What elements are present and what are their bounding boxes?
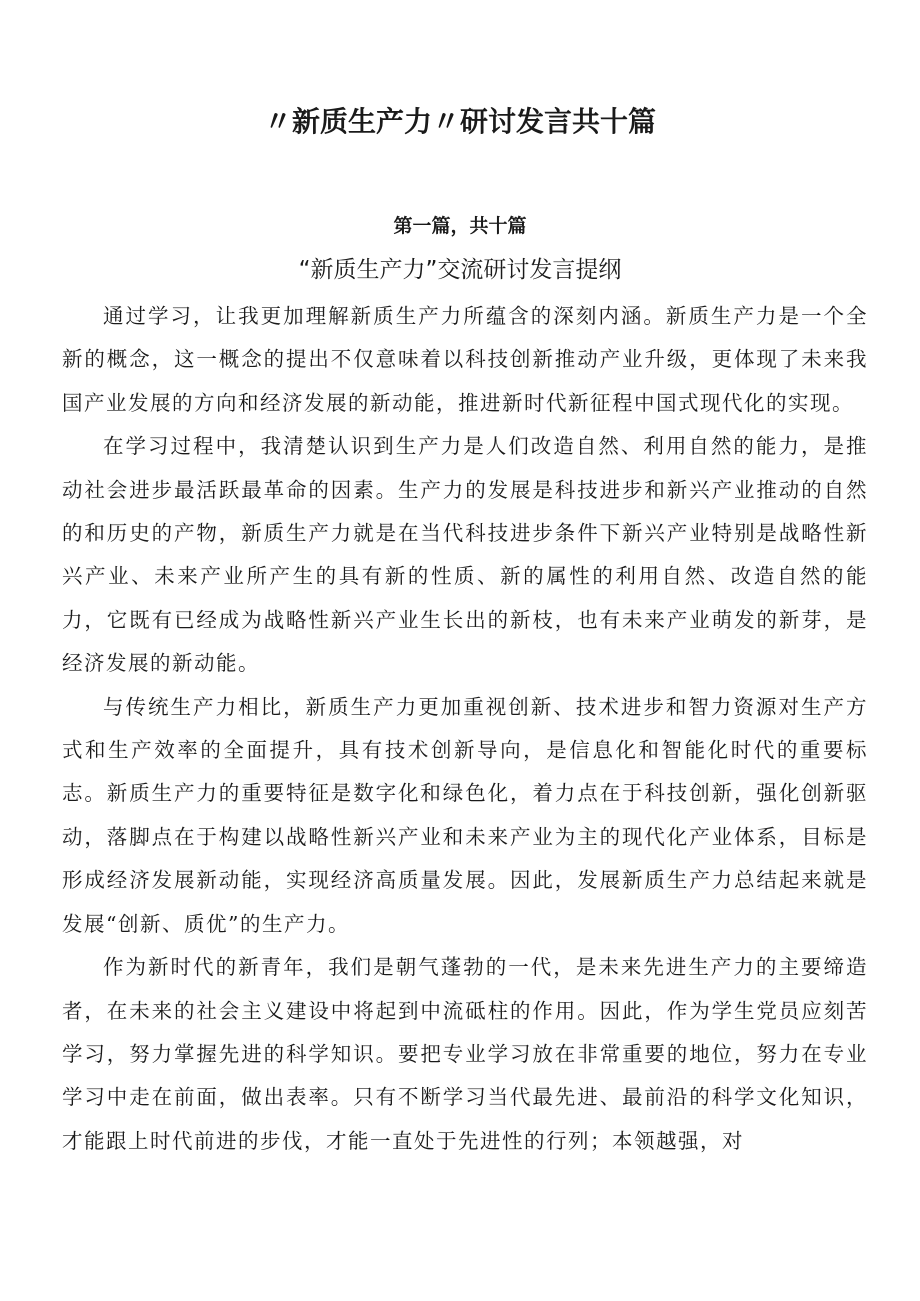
section-label: 第一篇，共十篇 (393, 215, 527, 237)
document-title: 〃新质生产力〃研讨发言共十篇 (263, 105, 656, 138)
paragraph: 与传统生产力相比，新质生产力更加重视创新、技术进步和智力资源对生产方式和生产效率的全面提升，具有技术创新导向，是信息化和智能化时代的重要标志。新质生产力的重要特征是数字化和绿色化，着力点在于科技创新，强化创新驱动，落脚点在于构建以战略性新兴产业和未来产业为主的现代化产业体系，目标是形成经济发展新动能，实现经济高质量发展。因此，发展新质生产力总结起来就是发展“创新、质优”的生产力。 (62, 694, 868, 936)
body-text (62, 295, 868, 1163)
paragraph: 在学习过程中，我清楚认识到生产力是人们改造自然、利用自然的能力，是推动社会进步最活跃最革命的因素。生产力的发展是科技进步和新兴产业推动的自然的和历史的产物，新质生产力就是在当代科技进步条件下新兴产业特别是战略性新兴产业、未来产业所产生的具有新的性质、新的属性的利用自然、改造自然的能力，它既有已经成为战略性新兴产业生长出的新枝，也有未来产业萌发的新芽，是经济发展的新动能。 (62, 434, 868, 676)
paragraph: 作为新时代的新青年，我们是朝气蓬勃的一代，是未来先进生产力的主要缔造者，在未来的社会主义建设中将起到中流砥柱的作用。因此，作为学生党员应刻苦学习，努力掌握先进的科学知识。要把专业学习放在非常重要的地位，努力在专业学习中走在前面，做出表率。只有不断学习当代最先进、最前沿的科学文化知识，才能跟上时代前进的步伐，才能一直处于先进性的行列；本领越强，对 (62, 955, 868, 1153)
section-title: “新质生产力”交流研讨发言提纲 (298, 257, 622, 283)
paragraph: 通过学习，让我更加理解新质生产力所蕴含的深刻内涵。新质生产力是一个全新的概念，这一概念的提出不仅意味着以科技创新推动产业升级，更体现了未来我国产业发展的方向和经济发展的新动能，推进新时代新征程中国式现代化的实现。 (62, 304, 868, 415)
